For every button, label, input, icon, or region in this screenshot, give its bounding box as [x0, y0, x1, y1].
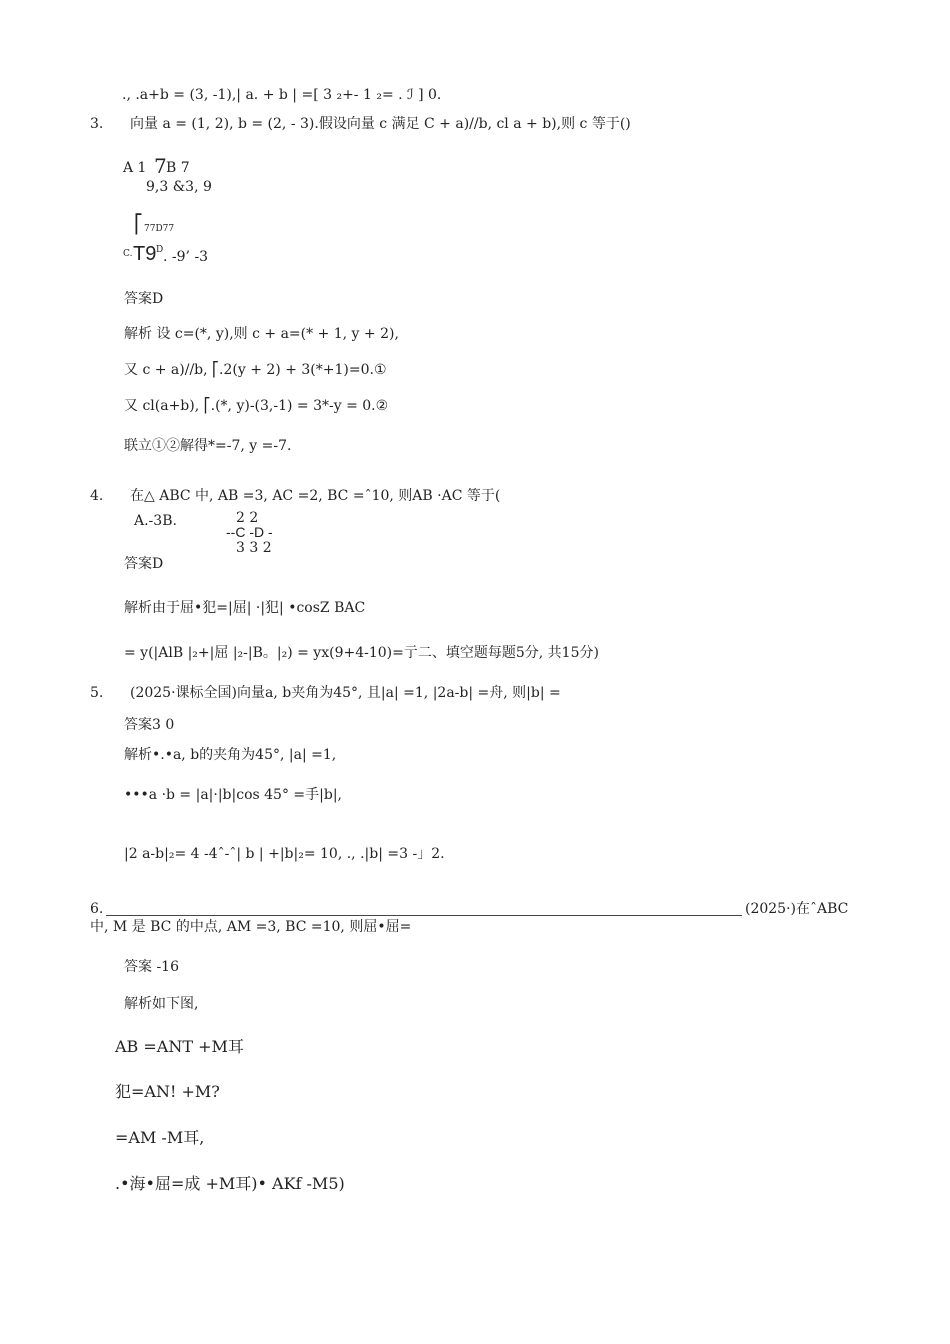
- q5-solution-3: |2 a-b|₂= 4 -4ˆ-ˆ| b | +|b|₂= 10, ., .|b| =3 -」2.: [124, 846, 445, 862]
- q3-option-b: B 7: [166, 160, 190, 176]
- q5-answer: 答案3 0: [124, 717, 175, 733]
- q3-solution-3: 又 cl(a+b), ⎡.(*, y)-(3,-1) = 3*-y = 0.②: [124, 398, 389, 414]
- q4-option-denominators: 3 3 2: [236, 541, 272, 552]
- q3-answer: 答案D: [124, 291, 164, 307]
- q6-solution-5: .•海•屈=成 +M耳)• AKf -M5): [115, 1174, 345, 1193]
- q5-solution-2: •••a ·b = |a|·|b|cos 45° =手|b|,: [124, 787, 342, 803]
- q3-option-d-value: . -9’ -3: [163, 249, 209, 265]
- q3-option-d-label: D: [156, 245, 164, 255]
- q3-number: 3.: [90, 116, 104, 132]
- q3-option-a1: A 1: [123, 160, 147, 176]
- q6-answer: 答案 -16: [124, 959, 179, 975]
- q3-option-a7: 7: [154, 154, 167, 178]
- q3-solution-1: 解析 设 c=(*, y),则 c + a=(* + 1, y + 2),: [124, 326, 399, 342]
- q4-number: 4.: [90, 488, 104, 504]
- q4-option-cd: --C -D -: [226, 524, 273, 540]
- q3-text: 向量 a = (1, 2), b = (2, - 3).假设向量 c 满足 C + a)//b, cl a + b),则 c 等于(): [130, 116, 631, 132]
- q3-option-fractions: 9,3 &3, 9: [146, 179, 212, 195]
- q6-solution-1: 解析如下图,: [124, 996, 199, 1012]
- q3-option-c-value: T9: [133, 243, 157, 265]
- q3-solution-4: 联立①②解得*=-7, y =-7.: [124, 438, 292, 454]
- q6-solution-4: =AM -M耳,: [115, 1128, 205, 1147]
- q4-answer: 答案D: [124, 556, 164, 572]
- q3-option-cd-top: 77D77: [144, 224, 175, 234]
- q6-solution-3: 犯=AN! +M?: [115, 1082, 220, 1101]
- q4-text: 在△ ABC 中, AB =3, AC =2, BC =ˆ10, 则AB ·AC 等于(: [130, 488, 501, 504]
- q4-option-numerators: 2 2: [236, 510, 259, 526]
- intro-line: ., .a+b = (3, -1),| a. + b | =[ 3 ₂+- 1 ₂= . ℐ ] 0.: [122, 87, 442, 103]
- q4-solution-1: 解析由于屈•犯=|屈| ·|犯| •cosZ BAC: [124, 600, 366, 616]
- q6-blank-line: [106, 915, 742, 916]
- q3-option-c-label: C.: [123, 249, 133, 259]
- q4-option-ab: A.-3B.: [134, 513, 177, 529]
- q6-number: 6.: [90, 901, 104, 917]
- q5-number: 5.: [90, 685, 104, 701]
- q6-solution-2: AB =ANT +M耳: [115, 1037, 244, 1056]
- q6-text-right: (2025·)在ˆABC: [745, 901, 849, 917]
- q5-solution-1: 解析•.•a, b的夹角为45°, |a| =1,: [124, 747, 337, 763]
- q3-bracket: ⎡: [134, 214, 143, 235]
- q3-solution-2: 又 c + a)//b, ⎡.2(y + 2) + 3(*+1)=0.①: [124, 362, 387, 378]
- q4-solution-2: = y(|AlB |₂+|屈 |₂-|B。|₂) = yx(9+4-10)=亍二、填空题每题5分, 共15分): [124, 645, 599, 661]
- q6-text: 中, M 是 BC 的中点, AM =3, BC =10, 则屈•屈=: [90, 919, 412, 935]
- q5-text: (2025·课标全国)向量a, b夹角为45°, 且|a| =1, |2a-b| =舟, 则|b| =: [130, 685, 561, 701]
